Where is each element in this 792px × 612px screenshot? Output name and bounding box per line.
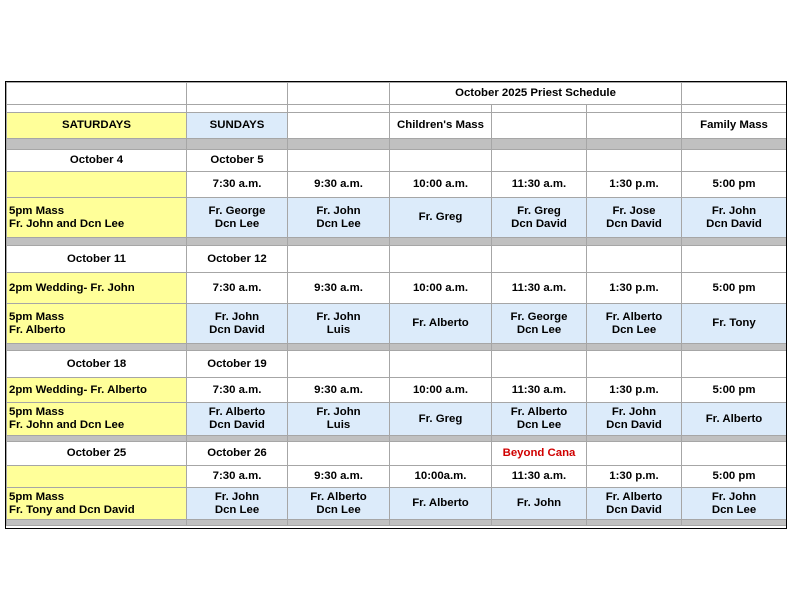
cell-line: Dcn Lee	[316, 503, 361, 516]
cell	[587, 351, 682, 378]
header-childrens-mass: Children's Mass	[390, 113, 492, 139]
cell	[682, 351, 787, 378]
cell	[682, 150, 787, 172]
mass-time: 7:30 a.m.	[187, 172, 288, 198]
time-row	[7, 466, 787, 488]
cell-line: 5pm Mass	[9, 310, 65, 323]
separator-row	[7, 344, 787, 351]
cell-line: 5pm Mass	[9, 204, 65, 217]
separator-cell	[288, 520, 390, 526]
cell-line: Fr. Alberto	[9, 323, 66, 336]
header-family-mass: Family Mass	[682, 113, 787, 139]
cell-line: Fr. Jose	[612, 204, 656, 217]
cell-line: Fr. John and Dcn Lee	[9, 217, 125, 230]
separator-cell	[7, 344, 187, 351]
cell-line: Fr. John	[214, 310, 260, 323]
cell	[288, 113, 390, 139]
cell	[288, 442, 390, 466]
mass-time: 1:30 p.m.	[587, 273, 682, 304]
cell-line: Fr. John	[516, 497, 562, 509]
cell	[288, 351, 390, 378]
separator-cell	[492, 520, 587, 526]
spacer-row	[7, 105, 787, 113]
cell-line: Dcn David	[606, 503, 662, 516]
priest-assignment	[187, 198, 288, 238]
mass-time: 11:30 a.m.	[492, 273, 587, 304]
priest-assignment	[492, 198, 587, 238]
date-row	[7, 150, 787, 172]
cell-line: Dcn David	[209, 419, 265, 431]
priest-assignment	[187, 488, 288, 520]
separator-cell	[7, 520, 187, 526]
saturday-mass	[7, 304, 187, 344]
mass-time: 9:30 a.m.	[288, 466, 390, 488]
separator-row	[7, 139, 787, 150]
cell-line: Fr. John	[711, 204, 757, 217]
mass-time: 7:30 a.m.	[187, 466, 288, 488]
separator-cell	[587, 344, 682, 351]
saturday-event	[7, 466, 187, 488]
mass-time: 5:00 pm	[682, 466, 787, 488]
separator-cell	[390, 238, 492, 246]
cell-line: Fr. George	[510, 310, 568, 323]
mass-time: 11:30 a.m.	[492, 172, 587, 198]
saturday-event	[7, 172, 187, 198]
date-row	[7, 351, 787, 378]
cell-line: Dcn Lee	[611, 323, 657, 336]
mass-time: 5:00 pm	[682, 172, 787, 198]
cell-line: Fr. John	[611, 406, 657, 418]
mass-time: 9:30 a.m.	[288, 378, 390, 403]
cell-line: Dcn Lee	[711, 503, 757, 516]
mass-time: 7:30 a.m.	[187, 378, 288, 403]
assignment-row	[7, 403, 787, 436]
date-row	[7, 442, 787, 466]
cell-line: Dcn David	[511, 217, 567, 230]
separator-row	[7, 238, 787, 246]
priest-assignment	[682, 304, 787, 344]
separator-cell	[682, 520, 787, 526]
mass-time: 11:30 a.m.	[492, 466, 587, 488]
separator-cell	[492, 238, 587, 246]
cell-line: Fr. John	[316, 406, 361, 418]
cell	[390, 351, 492, 378]
cell-line: Dcn Lee	[516, 419, 562, 431]
separator-cell	[587, 520, 682, 526]
priest-assignment	[288, 198, 390, 238]
cell-line: Fr. Alberto	[510, 406, 568, 418]
separator-cell	[682, 238, 787, 246]
separator-cell	[288, 238, 390, 246]
separator-cell	[187, 238, 288, 246]
cell-line: Dcn Lee	[214, 217, 260, 230]
priest-assignment	[587, 198, 682, 238]
cell-line: Dcn Lee	[316, 217, 361, 230]
cell	[682, 83, 787, 105]
cell-line: Fr. John	[316, 204, 361, 217]
header-row	[7, 113, 787, 139]
cell	[587, 442, 682, 466]
priest-assignment	[288, 304, 390, 344]
cell	[288, 83, 390, 105]
cell-line: Fr. John and Dcn Lee	[9, 419, 125, 431]
schedule-table	[6, 82, 787, 526]
saturday-mass	[7, 198, 187, 238]
mass-time: 10:00 a.m.	[390, 172, 492, 198]
sunday-date: October 26	[187, 442, 288, 466]
cell-line: Fr. Alberto	[310, 490, 367, 503]
assignment-row	[7, 198, 787, 238]
cell	[390, 442, 492, 466]
cell	[682, 442, 787, 466]
cell-line: Fr. Tony	[712, 317, 756, 329]
separator-cell	[492, 344, 587, 351]
mass-time: 10:00 a.m.	[390, 273, 492, 304]
cell-line: Fr. Greg	[517, 204, 561, 217]
schedule-sheet	[5, 81, 787, 529]
cell	[587, 150, 682, 172]
cell-line: Fr. Alberto	[705, 412, 763, 425]
saturday-date: October 11	[7, 246, 187, 273]
page-title: October 2025 Priest Schedule	[390, 83, 682, 105]
priest-assignment	[288, 488, 390, 520]
separator-cell	[288, 344, 390, 351]
cell	[288, 246, 390, 273]
separator-cell	[7, 238, 187, 246]
separator-cell	[187, 520, 288, 526]
priest-assignment	[682, 488, 787, 520]
sunday-date: October 12	[187, 246, 288, 273]
saturday-event: 2pm Wedding- Fr. Alberto	[7, 378, 187, 403]
cell-line: Fr. Tony and Dcn David	[9, 503, 135, 516]
mass-time: 11:30 a.m.	[492, 378, 587, 403]
cell	[587, 113, 682, 139]
date-row	[7, 246, 787, 273]
priest-assignment	[587, 403, 682, 436]
cell-line: Luis	[326, 323, 351, 336]
separator-cell	[390, 344, 492, 351]
time-row	[7, 273, 787, 304]
header-saturdays: SATURDAYS	[7, 113, 187, 139]
cell	[288, 150, 390, 172]
header-sundays: SUNDAYS	[187, 113, 288, 139]
priest-assignment	[288, 403, 390, 436]
mass-time: 10:00a.m.	[390, 466, 492, 488]
sunday-note	[492, 246, 587, 273]
priest-assignment	[492, 403, 587, 436]
sunday-date: October 5	[187, 150, 288, 172]
priest-assignment	[492, 488, 587, 520]
sunday-note: Beyond Cana	[492, 442, 587, 466]
cell-line: Dcn David	[706, 217, 762, 230]
saturday-mass	[7, 488, 187, 520]
priest-assignment	[587, 488, 682, 520]
assignment-row	[7, 488, 787, 520]
separator-cell	[390, 520, 492, 526]
cell-line: Fr. John	[316, 310, 361, 323]
priest-assignment	[390, 198, 492, 238]
cell-line: 5pm Mass	[9, 490, 65, 503]
mass-time: 7:30 a.m.	[187, 273, 288, 304]
mass-time: 10:00 a.m.	[390, 378, 492, 403]
mass-time: 9:30 a.m.	[288, 273, 390, 304]
cell-line: Fr. George	[208, 204, 266, 217]
saturday-event: 2pm Wedding- Fr. John	[7, 273, 187, 304]
mass-time: 9:30 a.m.	[288, 172, 390, 198]
cell-line: Dcn David	[606, 419, 662, 431]
separator-cell	[682, 344, 787, 351]
time-row	[7, 172, 787, 198]
cell-line: Fr. Greg	[418, 412, 463, 425]
priest-assignment	[390, 488, 492, 520]
sunday-date: October 19	[187, 351, 288, 378]
mass-time: 1:30 p.m.	[587, 378, 682, 403]
priest-assignment	[187, 403, 288, 436]
cell	[7, 83, 187, 105]
priest-assignment	[682, 403, 787, 436]
mass-time: 5:00 pm	[682, 273, 787, 304]
sunday-note	[492, 351, 587, 378]
saturday-date: October 4	[7, 150, 187, 172]
cell-line: Fr. John	[711, 490, 757, 503]
cell-line: Fr. Greg	[418, 211, 463, 223]
priest-assignment	[187, 304, 288, 344]
cell-line: Fr. John	[214, 490, 260, 503]
saturday-mass	[7, 403, 187, 436]
cell-line: Dcn Lee	[214, 503, 260, 516]
cell	[187, 83, 288, 105]
sunday-note	[492, 150, 587, 172]
cell-line: Dcn Lee	[516, 323, 562, 336]
cell-line: Fr. Alberto	[208, 406, 266, 418]
cell	[492, 113, 587, 139]
priest-assignment	[682, 198, 787, 238]
assignment-row	[7, 304, 787, 344]
cell-line: Dcn David	[606, 217, 662, 230]
cell	[390, 246, 492, 273]
cell	[587, 246, 682, 273]
separator-cell	[187, 344, 288, 351]
cell-line: Fr. Alberto	[412, 497, 469, 509]
mass-time: 5:00 pm	[682, 378, 787, 403]
priest-assignment	[390, 304, 492, 344]
cell-line: Luis	[326, 419, 351, 431]
title-row	[7, 83, 787, 105]
priest-assignment	[492, 304, 587, 344]
cell-line: Dcn David	[209, 323, 265, 336]
separator-cell	[587, 238, 682, 246]
time-row	[7, 378, 787, 403]
cell-line: Fr. Alberto	[605, 310, 663, 323]
saturday-date: October 18	[7, 351, 187, 378]
mass-time: 1:30 p.m.	[587, 466, 682, 488]
cell	[390, 150, 492, 172]
mass-time: 1:30 p.m.	[587, 172, 682, 198]
cell	[682, 246, 787, 273]
priest-assignment	[587, 304, 682, 344]
priest-assignment	[390, 403, 492, 436]
cell-line: Fr. Alberto	[412, 317, 469, 329]
saturday-date: October 25	[7, 442, 187, 466]
cell-line: 5pm Mass	[9, 406, 65, 418]
cell-line: Fr. Alberto	[605, 490, 663, 503]
separator-row	[7, 520, 787, 526]
